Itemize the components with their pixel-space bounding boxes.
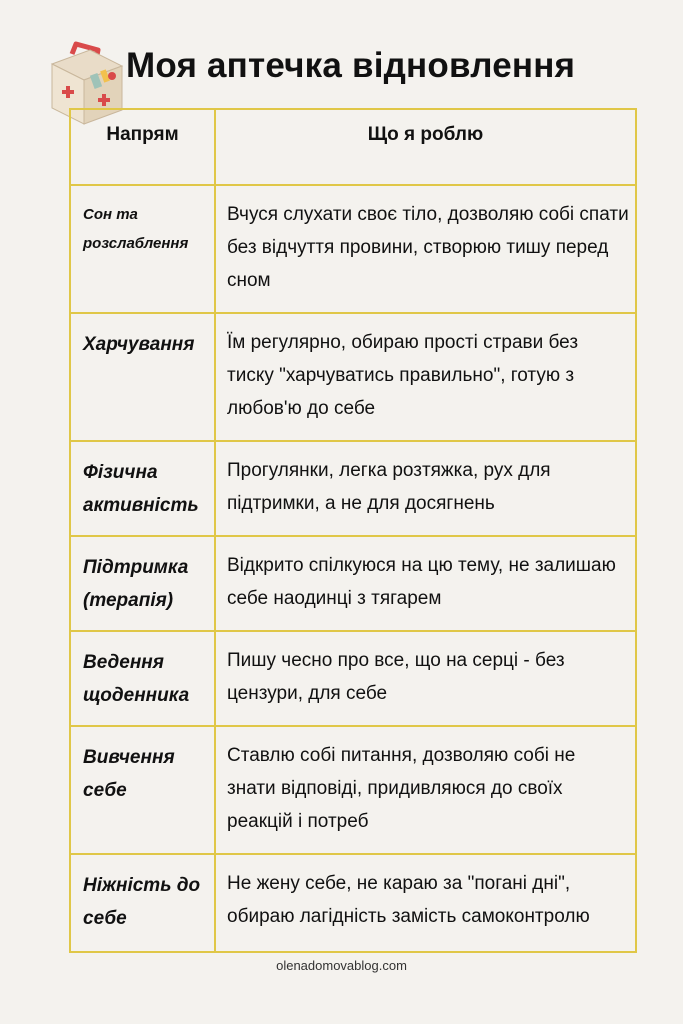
table-row (70, 185, 636, 313)
row-action: Не жену себе, не караю за "погані дні", обираю лагідність замість самоконтролю (215, 854, 636, 952)
table-row (70, 726, 636, 854)
footer-url: olenadomovablog.com (276, 958, 407, 973)
row-direction: Ніжність до себе (70, 854, 215, 952)
row-action: Їм регулярно, обираю прості страви без тиску "харчуватись правильно", готую з любов'ю до себе (215, 313, 636, 441)
table-row (70, 854, 636, 952)
row-action: Прогулянки, легка розтяжка, рух для підтримки, а не для досягнень (215, 441, 636, 536)
column-header-action: Що я роблю (215, 109, 636, 185)
row-direction: Фізична активність (70, 441, 215, 536)
table-row (70, 536, 636, 631)
recovery-kit-table (69, 108, 637, 953)
column-header-direction: Напрям (70, 109, 215, 185)
row-action: Ставлю собі питання, дозволяю собі не знати відповіді, придивляюся до своїх реакцій і потреб (215, 726, 636, 854)
row-direction: Вивчення себе (70, 726, 215, 854)
row-action: Пишу чесно про все, що на серці - без цензури, для себе (215, 631, 636, 726)
table-row (70, 631, 636, 726)
header (0, 0, 683, 110)
row-action: Відкрито спілкуюся на цю тему, не залишаю себе наодинці з тягарем (215, 536, 636, 631)
table-row (70, 313, 636, 441)
row-direction: Підтримка (терапія) (70, 536, 215, 631)
row-direction: Ведення щоденника (70, 631, 215, 726)
row-action: Вчуся слухати своє тіло, дозволяю собі спати без відчуття провини, створюю тишу перед сном (215, 185, 636, 313)
row-direction: Сон та розслаблення (70, 185, 215, 313)
row-direction: Харчування (70, 313, 215, 441)
table-row (70, 441, 636, 536)
table-header-row (70, 109, 636, 185)
page-title: Моя аптечка відновлення (126, 46, 576, 85)
